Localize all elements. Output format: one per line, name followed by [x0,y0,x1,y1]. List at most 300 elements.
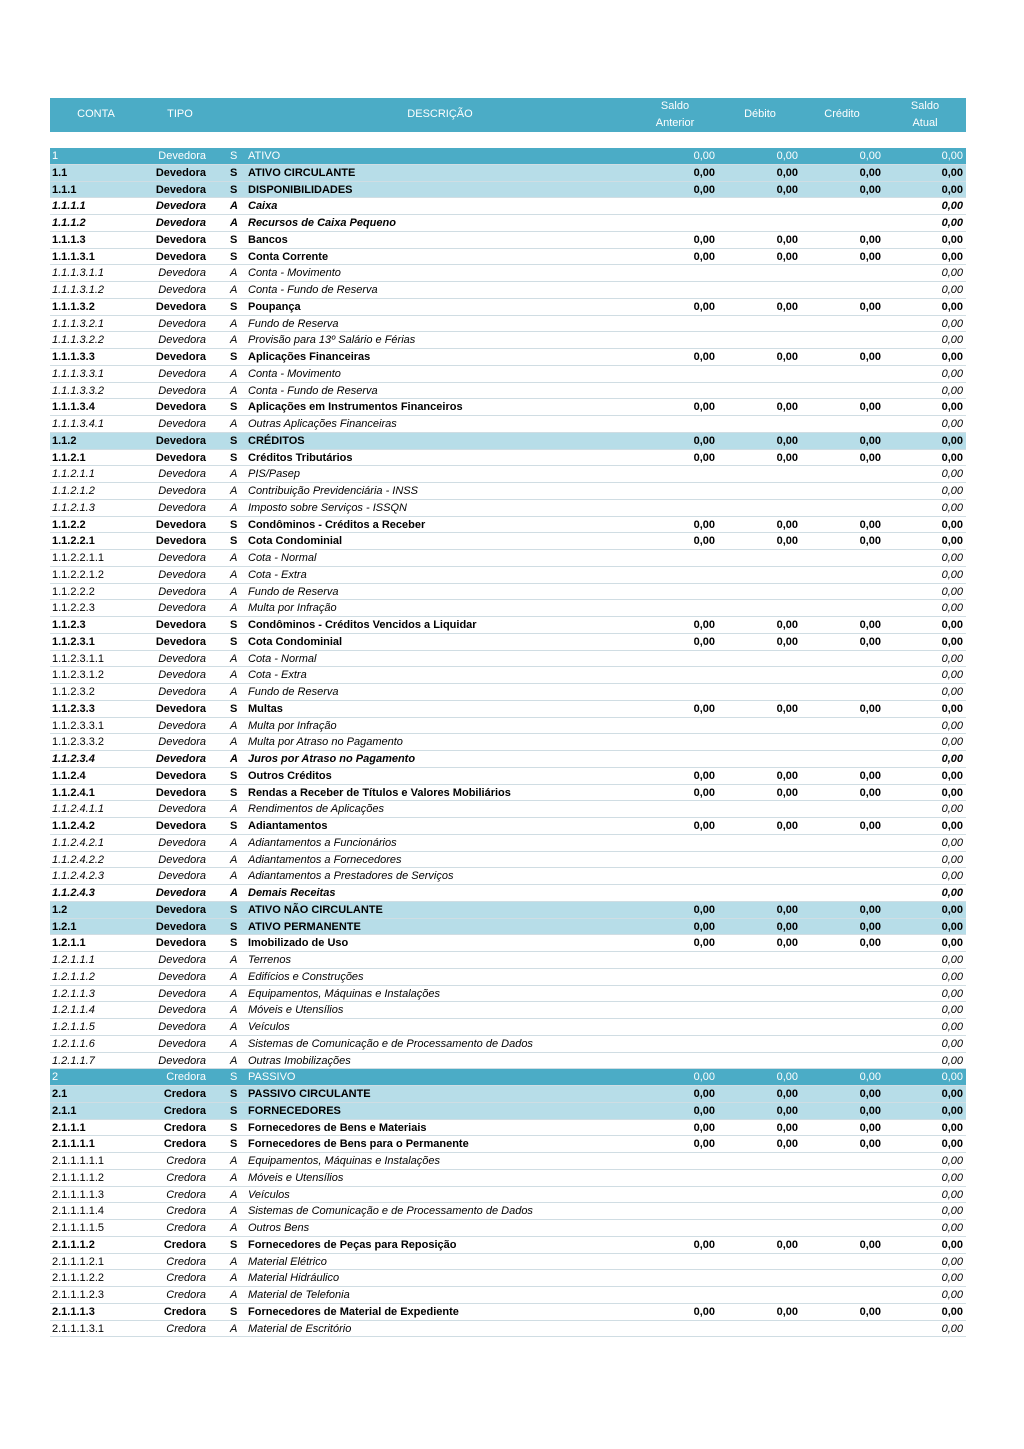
account-type: Devedora [158,686,206,698]
saldo-atual-value: 0,00 [941,1037,963,1050]
header-descricao: DESCRIÇÃO [407,108,473,120]
account-kind: S [230,1121,238,1134]
account-kind: S [230,635,238,648]
account-type: Credora [166,1155,206,1167]
saldo-anterior-value: 0,00 [693,786,715,799]
table-row [50,265,966,282]
account-kind: A [230,1222,238,1234]
account-description: Cota Condominial [248,635,343,648]
saldo-anterior-value: 0,00 [693,1138,715,1151]
account-description: Adiantamentos [248,820,328,832]
saldo-atual-value: 0,00 [941,970,963,983]
debito-value: 0,00 [776,820,798,832]
account-code: 1.1.1.3.3.1 [52,367,104,380]
account-description: Cota - Normal [248,652,317,665]
account-description: Condôminos - Créditos a Receber [248,518,426,531]
account-kind: S [230,233,238,246]
saldo-anterior-value: 0,00 [693,535,715,548]
saldo-atual-value: 0,00 [941,786,963,799]
account-type: Devedora [158,970,206,983]
account-code: 1.2 [52,903,68,916]
table-row [50,684,966,701]
account-code: 1.1.2.2.2 [52,585,95,598]
account-type: Devedora [158,853,206,866]
account-description: Demais Receitas [248,887,336,899]
account-type: Devedora [158,585,206,598]
account-description: Créditos Tributários [248,451,353,464]
saldo-atual-value: 0,00 [941,1305,963,1318]
debito-value: 0,00 [776,1138,798,1151]
account-code: 1.1.1.3.1.2 [52,284,104,296]
saldo-atual-value: 0,00 [941,669,963,682]
account-description: Cota Condominial [248,535,343,548]
table-row [50,818,966,835]
saldo-anterior-value: 0,00 [693,937,715,950]
credito-value: 0,00 [859,769,881,782]
account-description: Terrenos [248,954,292,966]
account-code: 1.2.1.1 [52,937,86,950]
debito-value: 0,00 [776,1121,798,1134]
account-kind: A [230,954,238,966]
table-row [50,617,966,634]
table-row [50,215,966,232]
account-description: PASSIVO CIRCULANTE [248,1088,371,1100]
saldo-anterior-value: 0,00 [693,150,715,162]
account-description: Adiantamentos a Fornecedores [248,853,402,866]
account-code: 1.1.2.1 [52,451,86,464]
account-type: Devedora [155,702,206,715]
account-code: 1.1.2.2 [52,518,86,531]
saldo-atual-value: 0,00 [941,1272,963,1285]
credito-value: 0,00 [859,920,881,933]
table-row [50,299,966,316]
account-description: Conta - Fundo de Reserva [248,384,378,397]
credito-value: 0,00 [859,183,881,196]
account-type: Devedora [155,518,206,531]
account-type: Devedora [155,401,206,414]
account-kind: A [230,267,238,280]
account-description: FORNECEDORES [248,1104,341,1117]
account-description: Fornecedores de Bens para o Permanente [248,1138,469,1151]
account-description: Contribuição Previdenciária - INSS [248,485,418,497]
account-type: Devedora [158,1004,206,1017]
account-code: 1.1.1.3.1 [52,250,95,263]
account-kind: A [230,1037,238,1050]
credito-value: 0,00 [859,150,881,162]
saldo-atual-value: 0,00 [941,334,963,347]
table-row [50,533,966,550]
account-code: 1.1.2.3.3.1 [52,719,104,732]
account-kind: S [230,937,238,950]
account-type: Devedora [155,250,206,263]
account-kind: S [230,702,238,715]
saldo-atual-value: 0,00 [941,401,963,414]
table-row [50,701,966,718]
account-description: ATIVO PERMANENTE [248,920,361,933]
debito-value: 0,00 [776,702,798,715]
account-description: Outros Bens [248,1222,310,1234]
account-description: Multa por Infração [248,602,337,615]
account-code: 1.1.2.3.2 [52,686,95,698]
saldo-anterior-value: 0,00 [693,920,715,933]
account-code: 1.1.2.3.3 [52,702,95,715]
table-row [50,734,966,751]
table-row [50,1086,966,1103]
account-description: Conta - Movimento [248,367,341,380]
table-row [50,835,966,852]
account-description: Edifícios e Construções [248,970,364,983]
account-kind: A [230,1021,238,1033]
debito-value: 0,00 [776,250,798,263]
account-code: 1.1.2.4.2 [52,820,95,832]
credito-value: 0,00 [859,300,881,313]
saldo-atual-value: 0,00 [941,887,963,899]
table-row [50,466,966,483]
table-row [50,885,966,902]
saldo-atual-value: 0,00 [941,1155,963,1167]
account-type: Devedora [155,920,206,933]
account-description: Adiantamentos a Funcionários [248,836,397,849]
account-type: Credora [166,1071,206,1084]
table-row [50,232,966,249]
saldo-atual-value: 0,00 [941,284,963,296]
table-row [50,1069,966,1086]
account-type: Devedora [158,1021,206,1033]
account-code: 2.1.1.1.2.3 [52,1289,104,1301]
account-description: Provisão para 13º Salário e Férias [248,334,416,347]
debito-value: 0,00 [776,635,798,648]
account-type: Devedora [155,769,206,782]
credito-value: 0,00 [859,401,881,414]
account-code: 2.1.1.1.1.1 [52,1155,104,1167]
account-kind: S [230,619,238,631]
account-description: Juros por Atraso no Pagamento [248,753,416,765]
account-kind: A [230,1054,238,1067]
account-description: Fundo de Reserva [248,686,339,698]
account-type: Credora [166,1289,206,1301]
saldo-atual-value: 0,00 [941,719,963,732]
account-kind: A [230,200,238,213]
account-description: PASSIVO [248,1071,296,1084]
account-type: Devedora [158,803,206,816]
saldo-atual-value: 0,00 [941,351,963,363]
account-code: 1.1.1.3.1.1 [52,267,104,280]
account-kind: S [230,820,238,832]
account-kind: A [230,1155,238,1167]
table-row [50,1019,966,1036]
debito-value: 0,00 [776,233,798,246]
credito-value: 0,00 [859,351,881,363]
account-kind: A [230,384,238,397]
header-saldo-anterior-line1: Saldo [660,100,690,112]
account-description: Veículos [248,1021,290,1033]
saldo-atual-value: 0,00 [941,820,963,832]
account-description: Caixa [248,200,278,213]
account-code: 1.1.1.3.2 [52,300,95,313]
header-saldo-atual [885,98,965,132]
saldo-anterior-value: 0,00 [693,903,715,916]
saldo-atual-value: 0,00 [941,233,963,246]
saldo-atual-value: 0,00 [941,1138,963,1151]
account-description: Aplicações em Instrumentos Financeiros [248,401,463,414]
saldo-atual-value: 0,00 [941,535,963,548]
saldo-atual-value: 0,00 [941,1255,963,1268]
account-description: Imobilizado de Uso [248,937,349,950]
account-type: Devedora [155,183,206,196]
table-row [50,349,966,366]
saldo-atual-value: 0,00 [941,903,963,916]
account-type: Credora [166,1272,206,1285]
account-type: Devedora [158,317,206,330]
table-row [50,651,966,668]
saldo-atual-value: 0,00 [941,418,963,430]
account-type: Devedora [155,300,206,313]
saldo-anterior-value: 0,00 [693,635,715,648]
saldo-anterior-value: 0,00 [693,183,715,196]
account-kind: A [230,552,238,564]
debito-value: 0,00 [776,535,798,548]
account-kind: S [230,786,238,799]
account-kind: S [230,1305,238,1318]
debito-value: 0,00 [776,937,798,950]
account-code: 1.2.1 [52,920,77,933]
account-code: 1.1 [52,166,68,179]
account-code: 1.1.2.4.2.2 [52,853,104,866]
account-code: 1.1.1.1 [52,200,86,213]
account-description: Cota - Extra [248,669,307,682]
credito-value: 0,00 [859,1138,881,1151]
account-type: Devedora [158,736,206,749]
table-row [50,1120,966,1137]
saldo-atual-value: 0,00 [941,1104,963,1117]
credito-value: 0,00 [859,937,881,950]
account-type: Devedora [155,820,206,832]
saldo-atual-value: 0,00 [941,451,963,464]
account-kind: A [230,1171,238,1184]
credito-value: 0,00 [859,434,881,447]
account-type: Devedora [158,987,206,1000]
saldo-atual-value: 0,00 [941,635,963,648]
debito-value: 0,00 [776,920,798,933]
saldo-atual-value: 0,00 [941,769,963,782]
account-code: 1.1.1.3 [52,233,86,246]
account-code: 1.1.2.3.1.1 [52,652,104,665]
saldo-atual-value: 0,00 [941,468,963,481]
account-kind: S [230,300,238,313]
account-kind: S [230,351,238,363]
table-row [50,1170,966,1187]
table-row [50,986,966,1003]
saldo-atual-value: 0,00 [941,1289,963,1301]
saldo-atual-value: 0,00 [941,250,963,263]
table-row [50,433,966,450]
account-description: Material Hidráulico [248,1272,340,1285]
table-row [50,1136,966,1153]
account-code: 1.1.2.4.3 [52,887,95,899]
account-code: 1.2.1.1.1 [52,954,95,966]
account-description: Fornecedores de Bens e Materiais [248,1121,427,1134]
account-code: 1.1.2.1.1 [52,468,95,481]
account-type: Devedora [158,150,206,162]
debito-value: 0,00 [776,1238,798,1251]
table-row [50,550,966,567]
account-code: 1.1.2.4.1 [52,786,95,799]
account-code: 1.1.1.3.3.2 [52,384,104,397]
account-description: CRÉDITOS [248,434,305,447]
table-row [50,1220,966,1237]
account-kind: A [230,1322,238,1335]
account-type: Credora [166,1171,206,1184]
account-code: 1.1.1.3.2.1 [52,317,104,330]
account-kind: A [230,970,238,983]
account-code: 2.1.1.1.2 [52,1238,95,1251]
account-type: Devedora [155,351,206,363]
account-type: Credora [166,1255,206,1268]
account-code: 1.1.2.4.1.1 [52,803,104,816]
account-kind: A [230,602,238,615]
account-kind: A [230,485,238,497]
saldo-atual-value: 0,00 [941,686,963,698]
account-code: 1.1.2.4.2.1 [52,836,104,849]
account-code: 2.1.1.1 [52,1121,86,1134]
account-kind: A [230,719,238,732]
account-code: 1.2.1.1.7 [52,1054,95,1067]
account-description: Cota - Normal [248,552,317,564]
account-code: 1 [52,150,59,162]
saldo-atual-value: 0,00 [941,920,963,933]
account-type: Devedora [158,669,206,682]
credito-value: 0,00 [859,619,881,631]
account-code: 2.1.1.1.1.2 [52,1171,104,1184]
account-type: Devedora [158,836,206,849]
account-kind: A [230,686,238,698]
account-type: Devedora [158,418,206,430]
account-type: Devedora [155,451,206,464]
credito-value: 0,00 [859,166,881,179]
credito-value: 0,00 [859,250,881,263]
account-description: Equipamentos, Máquinas e Instalações [248,987,441,1000]
account-description: Sistemas de Comunicação e de Processamento de Dados [248,1037,533,1050]
saldo-atual-value: 0,00 [941,987,963,1000]
account-description: DISPONIBILIDADES [248,183,353,196]
account-type: Devedora [158,552,206,564]
table-row [50,282,966,299]
saldo-atual-value: 0,00 [941,485,963,497]
account-code: 1.1.2.3.1 [52,635,95,648]
account-description: Conta - Fundo de Reserva [248,284,378,296]
table-row [50,500,966,517]
table-row [50,969,966,986]
account-type: Credora [163,1305,206,1318]
account-type: Devedora [155,635,206,648]
account-description: Bancos [248,233,288,246]
account-kind: A [230,803,238,816]
account-kind: A [230,853,238,866]
account-type: Devedora [155,786,206,799]
account-kind: A [230,418,238,430]
account-type: Devedora [155,619,206,631]
debito-value: 0,00 [776,1088,798,1100]
account-description: ATIVO NÃO CIRCULANTE [248,903,383,916]
account-type: Devedora [158,384,206,397]
debito-value: 0,00 [776,769,798,782]
saldo-atual-value: 0,00 [941,753,963,765]
account-kind: S [230,401,238,414]
account-code: 1.1.1.3.3 [52,351,95,363]
saldo-atual-value: 0,00 [941,803,963,816]
account-code: 1.1.1.3.2.2 [52,334,104,347]
account-code: 1.1.2.3.4 [52,753,95,765]
account-kind: A [230,887,238,899]
table-row [50,249,966,266]
table-row [50,1053,966,1070]
account-type: Devedora [155,753,206,765]
account-type: Devedora [155,217,206,229]
debito-value: 0,00 [776,903,798,916]
credito-value: 0,00 [859,820,881,832]
saldo-atual-value: 0,00 [941,200,963,213]
account-code: 2.1.1.1.3 [52,1305,95,1318]
account-type: Devedora [158,602,206,615]
account-code: 1.1.2.3.1.2 [52,669,104,682]
saldo-atual-value: 0,00 [941,836,963,849]
account-kind: A [230,1188,238,1201]
credito-value: 0,00 [859,786,881,799]
account-type: Credora [166,1188,206,1201]
debito-value: 0,00 [776,401,798,414]
account-kind: A [230,334,238,347]
header-saldo-atual-line2: Atual [912,117,938,129]
account-type: Devedora [158,485,206,497]
table-row [50,1187,966,1204]
credito-value: 0,00 [859,903,881,916]
saldo-atual-value: 0,00 [941,518,963,531]
account-type: Credora [163,1138,206,1151]
account-description: Móveis e Utensílios [248,1171,344,1184]
saldo-atual-value: 0,00 [941,1071,963,1084]
credito-value: 0,00 [859,233,881,246]
account-kind: S [230,903,238,916]
account-kind: A [230,1272,238,1285]
header-credito: Crédito [824,108,860,120]
account-code: 1.1.1.3.4.1 [52,418,104,430]
account-kind: S [230,250,238,263]
table-row [50,1153,966,1170]
account-type: Devedora [158,870,206,883]
credito-value: 0,00 [859,518,881,531]
saldo-atual-value: 0,00 [941,434,963,447]
account-kind: S [230,150,238,162]
saldo-atual-value: 0,00 [941,702,963,715]
credito-value: 0,00 [859,702,881,715]
account-type: Devedora [155,937,206,950]
account-code: 1.2.1.1.2 [52,970,95,983]
account-description: Conta Corrente [248,250,329,263]
saldo-anterior-value: 0,00 [693,1121,715,1134]
account-type: Devedora [158,652,206,665]
credito-value: 0,00 [859,1104,881,1117]
account-type: Devedora [158,568,206,581]
account-description: Outras Imobilizações [248,1054,351,1067]
account-kind: A [230,736,238,749]
saldo-atual-value: 0,00 [941,1222,963,1234]
account-code: 2.1 [52,1088,68,1100]
table-row [50,567,966,584]
header-debito: Débito [744,108,776,120]
saldo-anterior-value: 0,00 [693,250,715,263]
account-code: 1.1.2.1.3 [52,501,95,514]
table-row [50,919,966,936]
